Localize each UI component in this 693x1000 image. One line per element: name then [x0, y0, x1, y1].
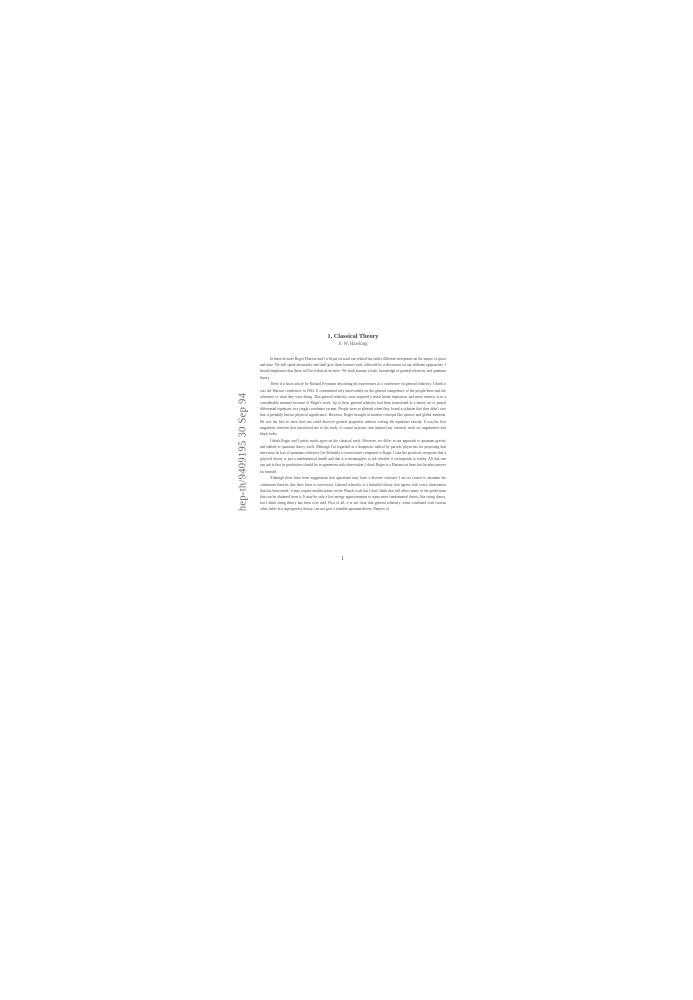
- page-number: 1: [341, 556, 344, 562]
- author-name: S. W. Hawking: [338, 342, 368, 347]
- arxiv-identifier-text: hep-th/9409195 30 Sep 94: [237, 392, 249, 512]
- section-title: 1. Classical Theory: [327, 333, 379, 340]
- paper-body: [260, 333, 446, 513]
- paragraph-intro: In these lectures Roger Penrose and I will put forward our related but rather different viewpoints on the nature of space and time. We will speak alternately and shall give three lectures each, followed by a discussion on our different approaches. I should emphasize that these will be technical lectures. We shall assume a basic knowledge of general relativity and quantum theory.: [260, 357, 446, 380]
- paragraph-continuum: Although there have been suggestions that spacetime may have a discrete structure I see no reason to abandon the continuum theories that have been so successful. General relativity is a beautiful theory that agrees with every observation that has been made. It may require modifications on the Planck scale but I don't think that will affect many of the predictions that can be obtained from it. It may be only a low energy approximation to some more fundamental theory, like string theory, but I think string theory has been over sold. First of all, it is not clear that general relativity, when combined with various other fields in a supergravity theory, can not give a sensible quantum theory. Reports of: [260, 476, 446, 512]
- paragraph-feynman: There is a short article by Richard Feynman describing his experiences at a conference on general relativity. I think it was the Warsaw conference in 1962. It commented very unfavorably on the general competence of the people there and the relevance of what they were doing. That general relativity soon acquired a much better reputation, and more interest, is in a considerable measure because of Roger's work. Up to then, general relativity had been formulated as a messy set of partial differential equations in a single coordinate system. People were so pleased when they found a solution that they didn't care that it probably had no physical significance. However, Roger brought in modern concepts like spinors and global methods. He was the first to show that one could discover general properties without solving the equations exactly. It was his first singularity theorem that introduced me to the study of causal structure and inspired my classical work on singularities and black holes.: [260, 382, 446, 436]
- paragraph-approach: I think Roger and I pretty much agree on the classical work. However, we differ in our approach to quantum gravity and indeed to quantum theory itself. Although I'm regarded as a dangerous radical by particle physicists for proposing that there may be loss of quantum coherence I'm definitely a conservative compared to Roger. I take the positivist viewpoint that a physical theory is just a mathematical model and that it is meaningless to ask whether it corresponds to reality. All that one can ask is that its predictions should be in agreement with observation. I think Roger is a Platonist at heart but he must answer for himself.: [260, 438, 446, 474]
